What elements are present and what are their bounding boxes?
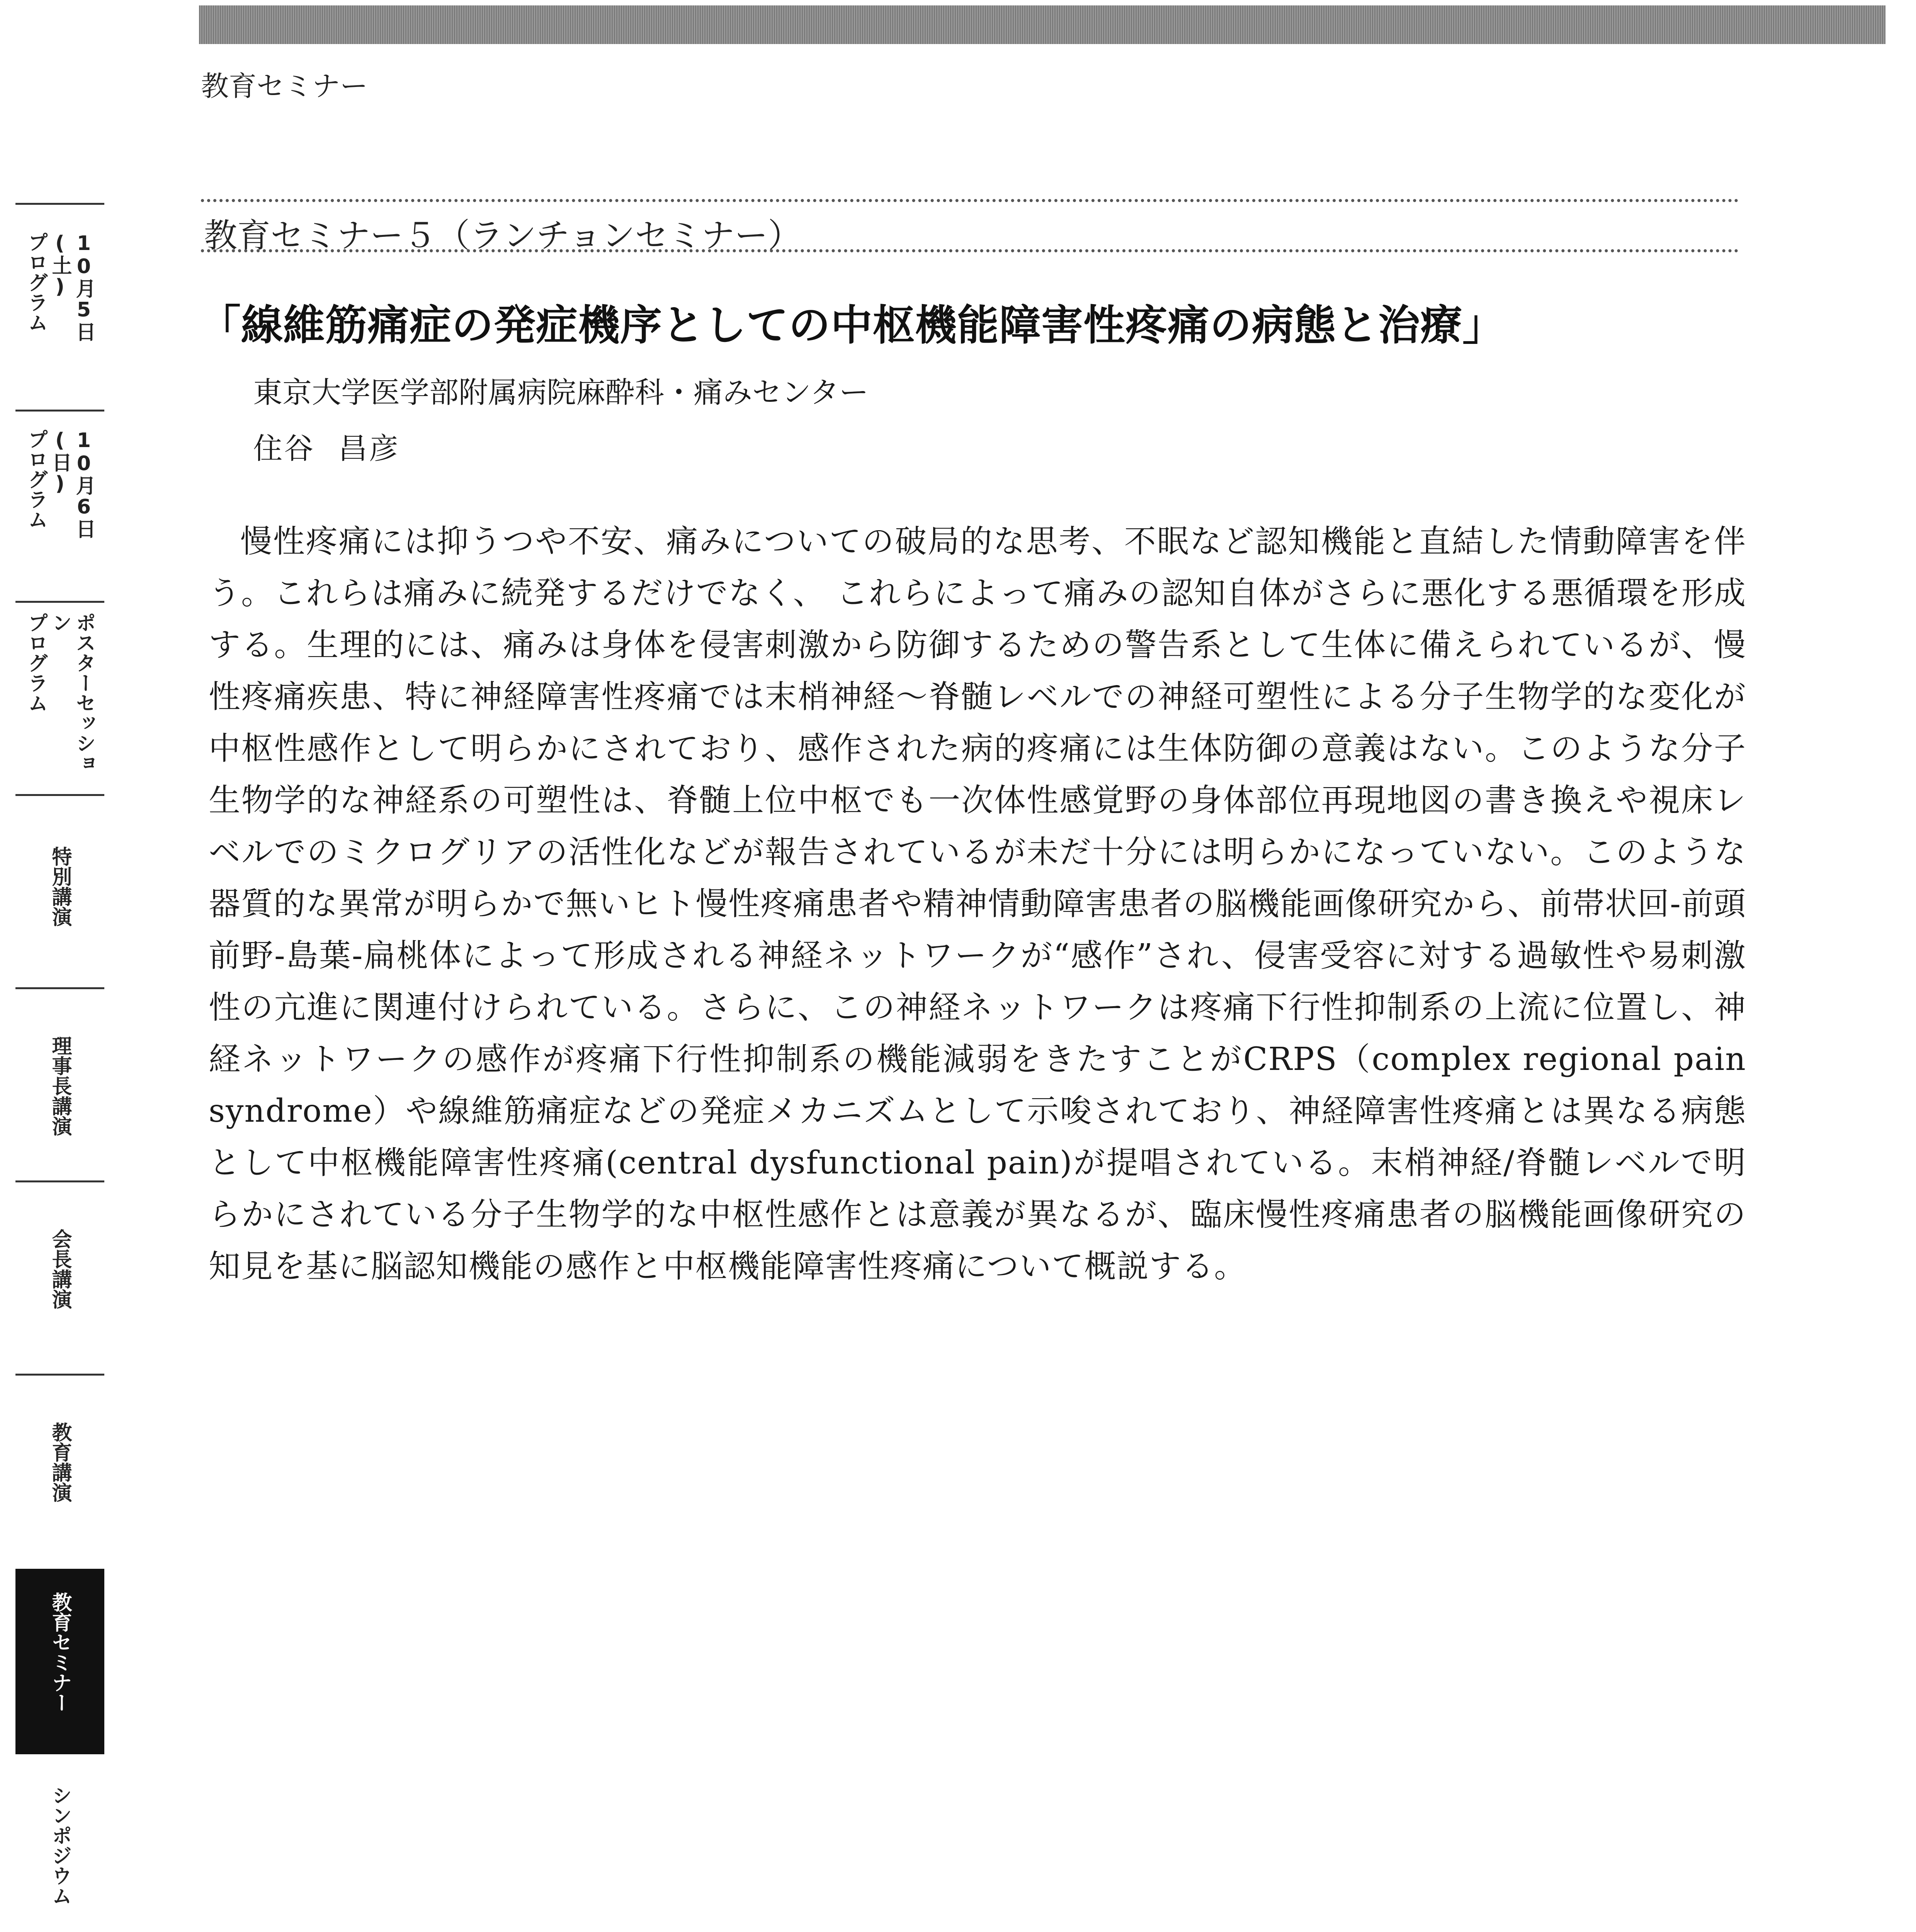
tab-divider [15, 987, 104, 989]
tab-poster-program[interactable] [15, 612, 104, 786]
tab-special-lecture[interactable] [15, 846, 104, 974]
tab-symposium[interactable] [15, 1785, 104, 1932]
tab-label: 理事長講演 [48, 1036, 71, 1136]
author-given-name: 昌彦 [338, 431, 400, 466]
tab-education-lecture[interactable] [15, 1422, 104, 1549]
header-band [199, 5, 1885, 44]
tab-label: 教育講演 [48, 1422, 71, 1502]
tab-label: 特別講演 [48, 846, 71, 927]
tab-education-seminar[interactable] [15, 1569, 104, 1754]
seminar-label: 教育セミナー５（ランチョンセミナー） [204, 216, 801, 255]
tab-label: シンポジウム [48, 1785, 71, 1906]
divider-top [201, 199, 1739, 202]
tab-divider [15, 1374, 104, 1376]
author-family-name: 住谷 [253, 431, 315, 466]
affiliation: 東京大学医学部附属病院麻酔科・痛みセンター [253, 375, 869, 410]
tab-label: 10月5日(土) プログラム [24, 232, 95, 342]
abstract: 慢性疼痛には抑うつや不安、痛みについての破局的な思考、不眠など認知機能と直結した情動障害を伴う。これらは痛みに続発するだけでなく、 これらによって痛みの認知自体がさらに悪化する悪循環を形成する。生理的には、痛みは身体を侵害刺激から防御するための警告系として生体に備えられているが、慢性疼痛疾患、特に神経障害性疼痛では末梢神経～脊髄レベルでの神経可塑性による分子生物学的な変化が中枢性感作として明らかにされており、感作された病的疼痛には生体防御の意義はない。このような分子生物学的な神経系の可塑性は、脊髄上位中枢でも一次体性感覚野の身体部位再現地図の書き換えや視床レベルでのミクログリアの活性化などが報告されているが未だ十分には明らかになっていない。このような器質的な異常が明らかで無いヒト慢性疼痛患者や精神情動障害患者の脳機能画像研究から、前帯状回-前頭前野-島葉-扁桃体によって形成される神経ネットワークが“感作”され、侵害受容に対する過敏性や易刺激性の亢進に関連付けられている。さらに、この神経ネットワークは疼痛下行性抑制系の上流に位置し、神経ネットワークの感作が疼痛下行性抑制系の機能減弱をきたすことがCRPS（complex regional pain syndrome）や線維筋痛症などの発症メカニズムとして示唆されており、神経障害性疼痛とは異なる病態として中枢機能障害性疼痛(central dysfunctional pain)が提唱されている。末梢神経/脊髄レベルで明らかにされている分子生物学的な中枢性感作とは意義が異なるが、臨床慢性疼痛患者の脳機能画像研究の知見を基に脳認知機能の感作と中枢機能障害性疼痛について概説する。 [209, 523, 1746, 1285]
tab-label: 10月6日(日) プログラム [24, 429, 95, 539]
divider-bottom [201, 249, 1739, 252]
tab-divider [15, 203, 104, 205]
tab-label: 教育セミナー [48, 1592, 71, 1713]
tab-president-lecture[interactable] [15, 1229, 104, 1356]
tab-divider [15, 794, 104, 796]
tab-chairman-lecture[interactable] [15, 1036, 104, 1182]
side-index [0, 0, 116, 1932]
tab-divider [15, 1180, 104, 1182]
tab-divider [15, 601, 104, 603]
tab-divider [15, 410, 104, 412]
tab-label: 会長講演 [48, 1229, 71, 1309]
tab-label: ポスターセッション プログラム [24, 612, 95, 773]
lecture-title: 「線維筋痛症の発症機序としての中枢機能障害性疼痛の病態と治療」 [199, 301, 1505, 350]
author [253, 425, 400, 467]
section-header: 教育セミナー [201, 70, 368, 102]
tab-program-oct6[interactable] [15, 429, 104, 595]
tab-program-oct5[interactable] [15, 232, 104, 402]
